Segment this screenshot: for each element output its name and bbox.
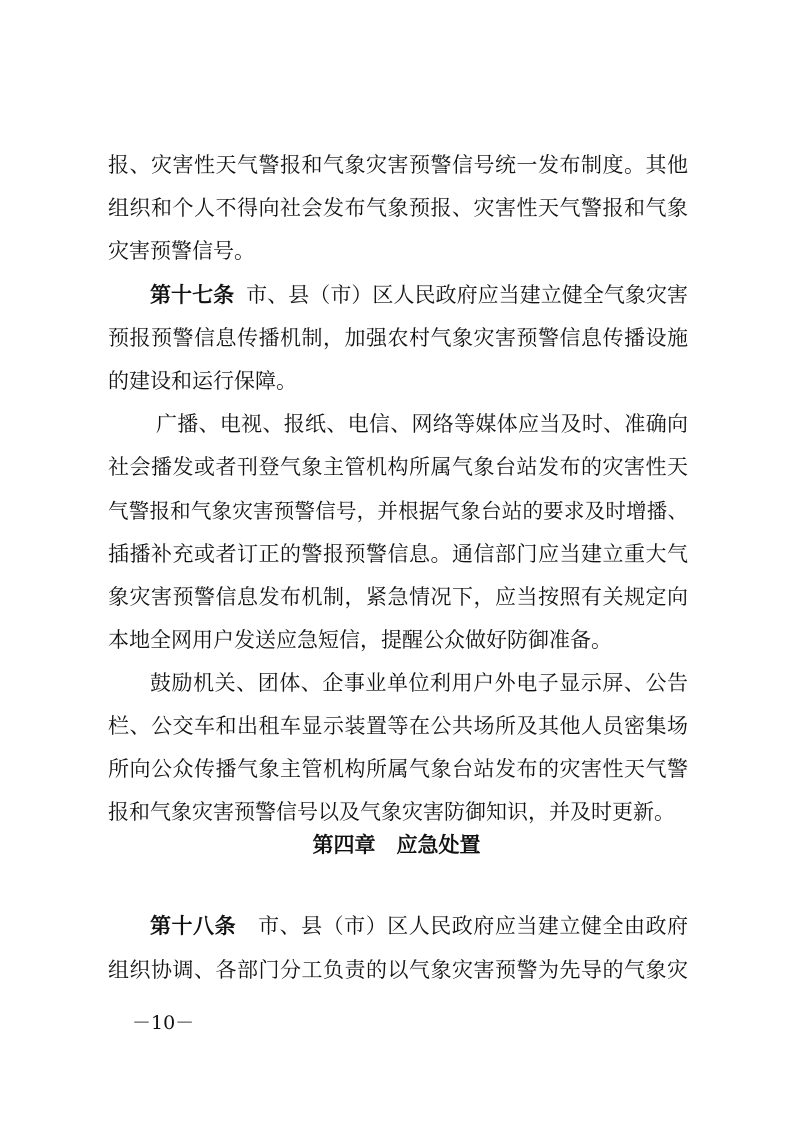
- paragraph-line: 预报预警信息传播机制，加强农村气象灾害预警信息传播设施: [108, 326, 688, 350]
- article-heading: 第十七条: [150, 283, 235, 307]
- paragraph-line: 报、灾害性天气警报和气象灾害预警信号统一发布制度。其他: [108, 153, 688, 177]
- paragraph-line: 组织和个人不得向社会发布气象预报、灾害性天气警报和气象: [108, 196, 688, 220]
- chapter-heading: 第四章 应急处置: [312, 833, 481, 857]
- paragraph-line: 栏、公交车和出租车显示装置等在公共场所及其他人员密集场: [108, 714, 688, 738]
- article-text: 市、县（市）区人民政府应当建立健全由政府: [258, 914, 689, 938]
- paragraph-line: 灾害预警信号。: [108, 239, 255, 263]
- paragraph-line: 广播、电视、报纸、电信、网络等媒体应当及时、准确向: [156, 412, 688, 436]
- paragraph-line: 象灾害预警信息发布机制，紧急情况下，应当按照有关规定向: [108, 585, 688, 609]
- paragraph-line: 插播补充或者订正的警报预警信息。通信部门应当建立重大气: [108, 542, 688, 566]
- paragraph-line: 组织协调、各部门分工负责的以气象灾害预警为先导的气象灾: [108, 958, 688, 982]
- paragraph-line: 鼓励机关、团体、企事业单位利用户外电子显示屏、公告: [150, 671, 688, 695]
- page-number: －10－: [132, 1012, 195, 1034]
- article-text: 市、县（市）区人民政府应当建立健全气象灾害: [246, 283, 689, 307]
- paragraph-line: 报和气象灾害预警信号以及气象灾害防御知识，并及时更新。: [108, 800, 675, 824]
- article-heading: 第十八条: [150, 914, 237, 938]
- paragraph-line: 本地全网用户发送应急短信，提醒公众做好防御准备。: [108, 628, 612, 652]
- article-17-first-line: [150, 280, 688, 310]
- paragraph-line: 社会播发或者刊登气象主管机构所属气象台站发布的灾害性天: [108, 455, 688, 479]
- article-18-first-line: [150, 911, 688, 941]
- paragraph-line: 气警报和气象灾害预警信号，并根据气象台站的要求及时增播、: [108, 499, 688, 523]
- paragraph-line: 所向公众传播气象主管机构所属气象台站发布的灾害性天气警: [108, 757, 688, 781]
- paragraph-line: 的建设和运行保障。: [108, 369, 297, 393]
